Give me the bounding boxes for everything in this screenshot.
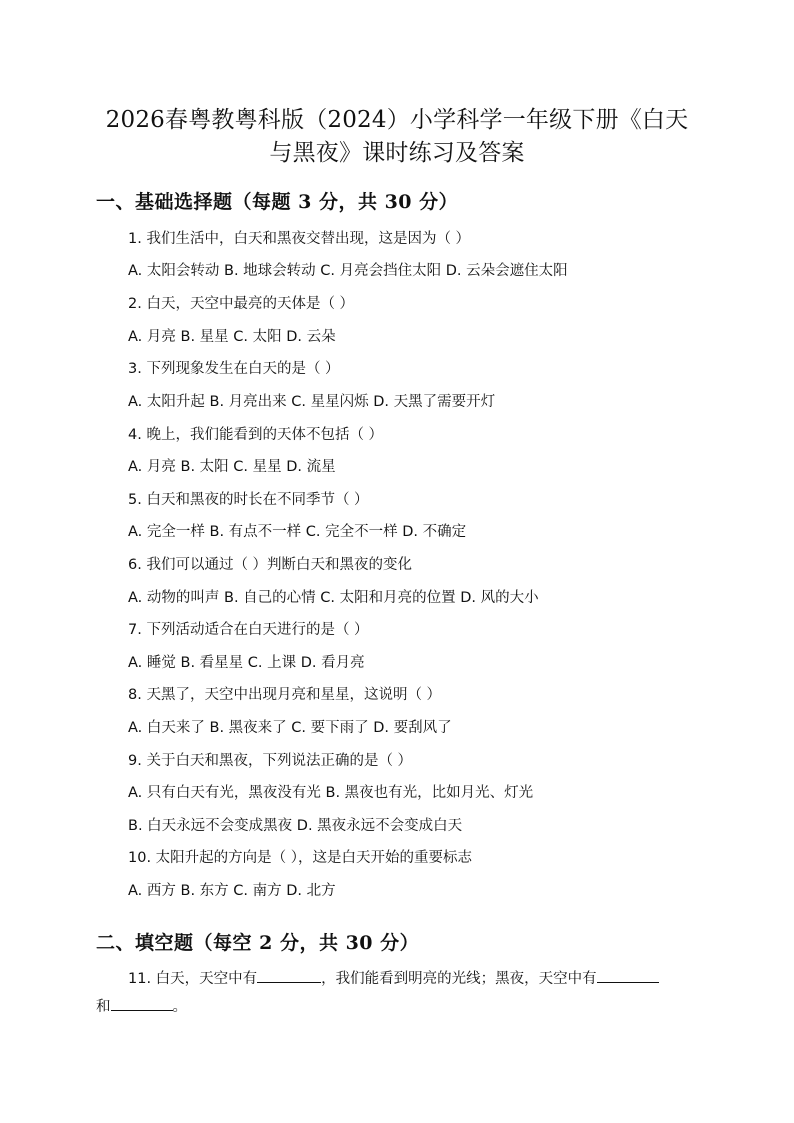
question-1: 1. 我们生活中，白天和黑夜交替出现，这是因为（ ） — [128, 231, 471, 247]
document-title-line-2: 与黑夜》课时练习及答案 — [269, 140, 525, 166]
question-10-options: A. 西方 B. 东方 C. 南方 D. 北方 — [128, 883, 336, 899]
question-6-options: A. 动物的叫声 B. 自己的心情 C. 太阳和月亮的位置 D. 风的大小 — [128, 590, 539, 606]
question-3-options: A. 太阳升起 B. 月亮出来 C. 星星闪烁 D. 天黑了需要开灯 — [128, 394, 496, 410]
question-4-options: A. 月亮 B. 太阳 C. 星星 D. 流星 — [128, 459, 336, 475]
document-title-line-1: 2026春粤教粤科版（2024）小学科学一年级下册《白天 — [105, 107, 689, 133]
question-11-line-2 — [96, 996, 187, 1018]
question-1-options: A. 太阳会转动 B. 地球会转动 C. 月亮会挡住太阳 D. 云朵会遮住太阳 — [128, 263, 568, 279]
section-heading-choice: 一、基础选择题（每题 3 分，共 30 分） — [96, 191, 459, 213]
question-9-options-line-1: A. 只有白天有光，黑夜没有光 B. 黑夜也有光，比如月光、灯光 — [128, 785, 534, 801]
answer-blank-1[interactable] — [257, 968, 321, 983]
question-8-options: A. 白天来了 B. 黑夜来了 C. 要下雨了 D. 要刮风了 — [128, 720, 452, 736]
question-8: 8. 天黑了，天空中出现月亮和星星，这说明（ ） — [128, 687, 442, 703]
question-7-options: A. 睡觉 B. 看星星 C. 上课 D. 看月亮 — [128, 655, 365, 671]
section-heading-fill-blank: 二、填空题（每空 2 分，共 30 分） — [96, 932, 420, 954]
question-5-options: A. 完全一样 B. 有点不一样 C. 完全不一样 D. 不确定 — [128, 524, 467, 540]
question-4: 4. 晚上，我们能看到的天体不包括（ ） — [128, 427, 384, 443]
question-6: 6. 我们可以通过（ ）判断白天和黑夜的变化 — [128, 557, 413, 573]
question-3: 3. 下列现象发生在白天的是（ ） — [128, 361, 340, 377]
question-11-text-3: 和 — [96, 999, 111, 1015]
question-11-text-1: 11. 白天，天空中有 — [128, 971, 258, 987]
question-2: 2. 白天，天空中最亮的天体是（ ） — [128, 296, 355, 312]
question-5: 5. 白天和黑夜的时长在不同季节（ ） — [128, 492, 369, 508]
answer-blank-2[interactable] — [597, 968, 659, 983]
question-9: 9. 关于白天和黑夜，下列说法正确的是（ ） — [128, 753, 413, 769]
question-11-text-4: 。 — [172, 999, 187, 1015]
question-9-options-line-2: B. 白天永远不会变成黑夜 D. 黑夜永远不会变成白天 — [128, 818, 463, 834]
question-11-line-1 — [128, 968, 659, 990]
question-10: 10. 太阳升起的方向是（ ），这是白天开始的重要标志 — [128, 850, 473, 866]
answer-blank-3[interactable] — [111, 996, 173, 1011]
question-7: 7. 下列活动适合在白天进行的是（ ） — [128, 622, 369, 638]
question-11-text-2: ，我们能看到明亮的光线；黑夜，天空中有 — [321, 971, 597, 987]
question-2-options: A. 月亮 B. 星星 C. 太阳 D. 云朵 — [128, 329, 336, 345]
